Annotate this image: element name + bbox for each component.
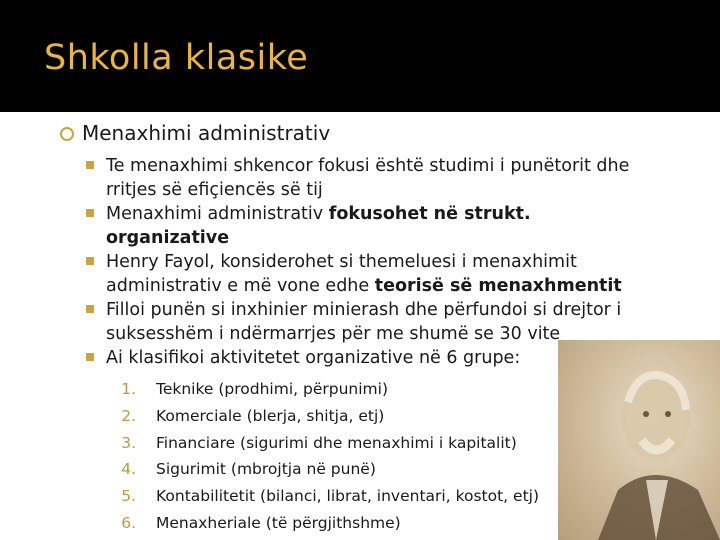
bullet-text <box>106 300 621 344</box>
item-number: 3. <box>121 433 136 452</box>
square-bullet-icon <box>86 209 94 217</box>
bullet-text-bold: fokusohet në strukt. organizative <box>106 204 531 248</box>
square-bullet-icon <box>86 161 94 169</box>
portrait-photo <box>558 340 720 540</box>
square-bullet-icon <box>86 353 94 361</box>
portrait-illustration <box>558 340 720 540</box>
ring-bullet-icon <box>60 127 74 141</box>
bullet-text-bold: teorisë së menaxhmentit <box>374 276 622 296</box>
item-text: Komerciale (blerja, shitja, etj) <box>156 406 385 425</box>
bullet-text-part: Ai klasifikoi aktivitetet organizative në 6 grupe: <box>106 348 521 368</box>
item-text: Financiare (sigurimi dhe menaxhimi i kapitalit) <box>156 433 517 452</box>
bullet-text-part: Te menaxhimi shkencor fokusi është studimi i punëtorit dhe rritjes së efiçiencës së tij <box>106 156 630 200</box>
bullet-text <box>106 252 622 296</box>
bullet-text <box>106 156 629 200</box>
bullet-item <box>86 154 656 202</box>
item-number: 2. <box>121 406 136 425</box>
square-bullet-icon <box>86 257 94 265</box>
square-bullet-icon <box>86 305 94 313</box>
item-number: 6. <box>121 513 136 532</box>
bullet-item <box>86 298 656 346</box>
item-number: 1. <box>121 380 136 398</box>
bullet-text <box>106 204 531 248</box>
title-bar <box>0 0 720 112</box>
bullet-text-part: Menaxhimi administrativ <box>106 204 329 224</box>
bullet-list <box>86 154 656 370</box>
level1-text: Menaxhimi administrativ <box>82 121 331 145</box>
item-text: Kontabilitetit (bilanci, librat, inventari, kostot, etj) <box>156 487 540 506</box>
bullet-text-part: Filloi punën si inxhinier minierash dhe përfundoi si drejtor i suksesshëm i ndërmarrjes për me shumë se 30 vite <box>106 300 622 344</box>
bullet-item <box>86 346 656 370</box>
bullet-item <box>86 202 656 250</box>
bullet-text <box>106 348 520 368</box>
item-text: Teknike (prodhimi, përpunimi) <box>156 380 388 398</box>
item-text: Sigurimit (mbrojtja në punë) <box>156 460 376 479</box>
item-number: 4. <box>121 460 136 479</box>
item-text: Menaxheriale (të përgjithshme) <box>156 513 401 532</box>
bullet-item <box>86 250 656 298</box>
bullet-text-part: Henry Fayol, konsiderohet si themeluesi i menaxhimit administrativ e më vone edhe <box>106 252 577 296</box>
slide-title: Shkolla klasike <box>44 38 309 78</box>
item-number: 5. <box>121 487 136 506</box>
